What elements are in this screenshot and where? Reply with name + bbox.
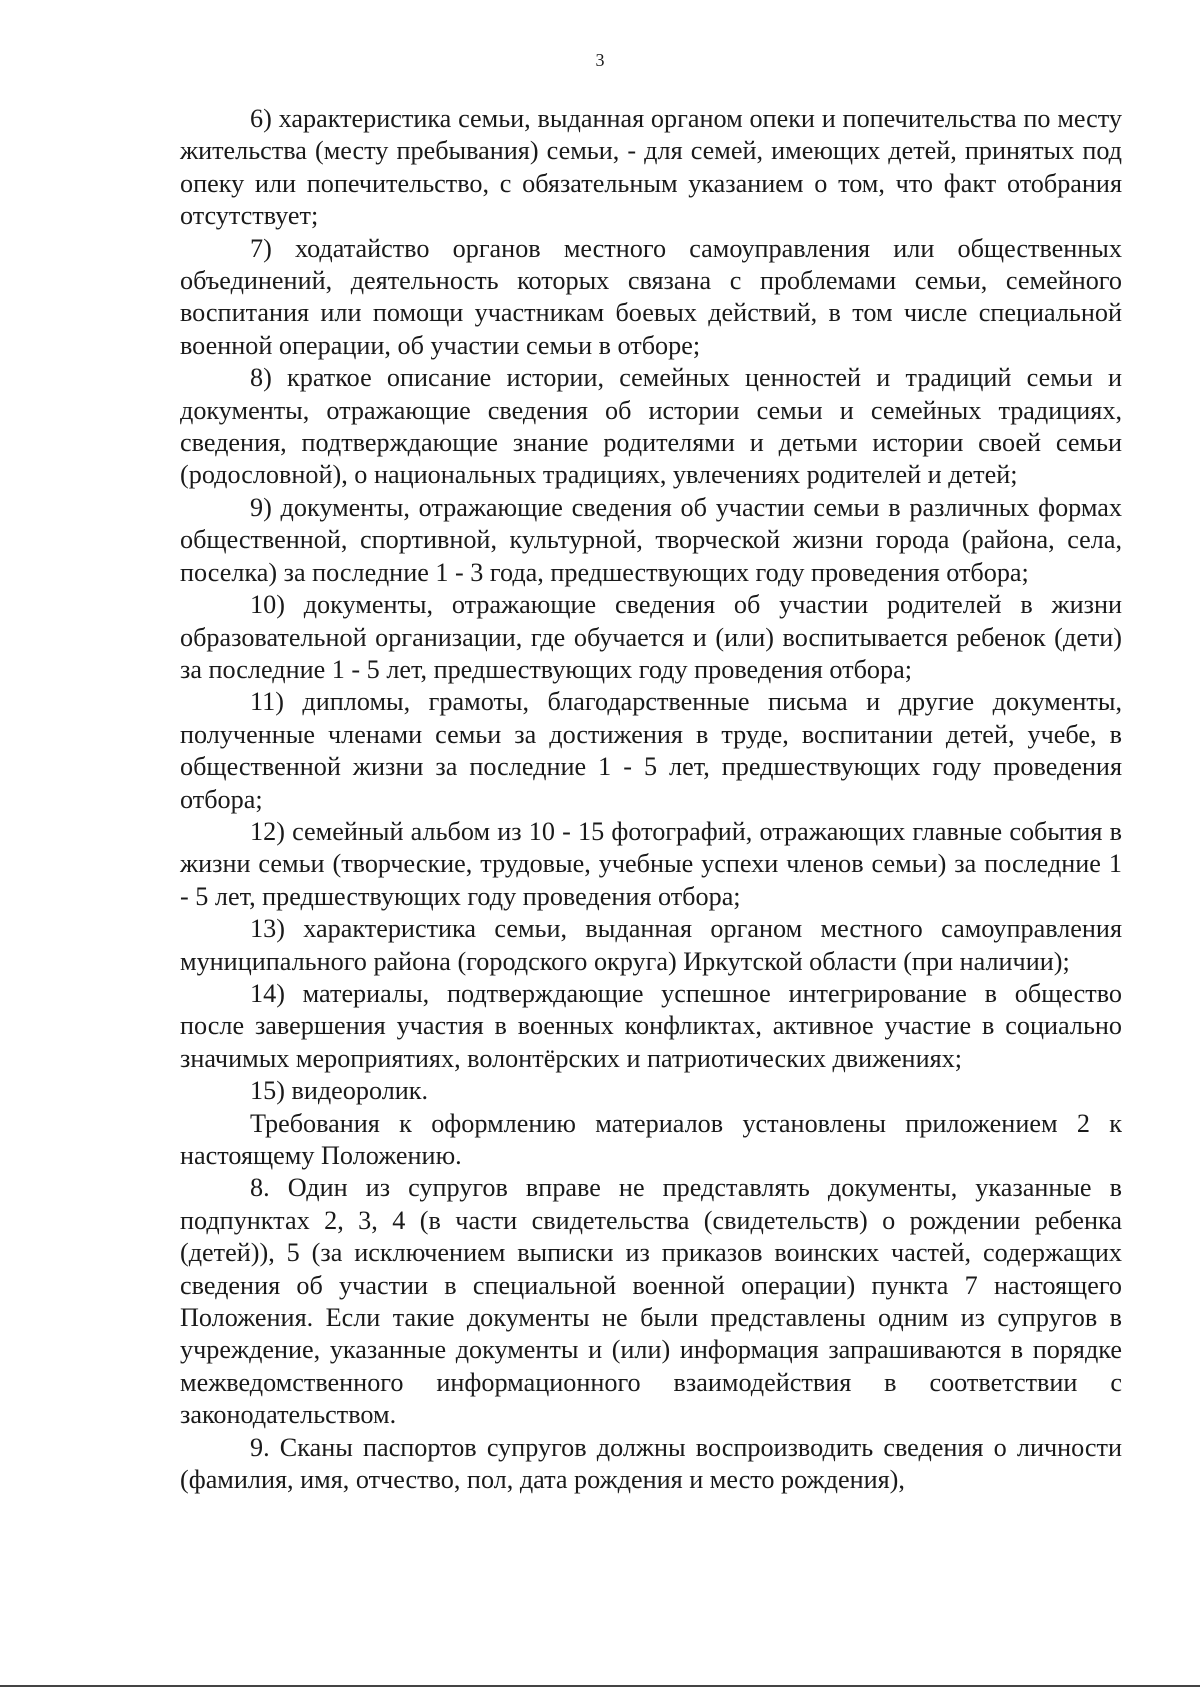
paragraph-item-10: 10) документы, отражающие сведения об участии родителей в жизни образовательной организации, где обучается и (или) воспитывается ребенок (дети) за последние 1 - 5 лет, предшествующих году проведения отбора; [180, 590, 1122, 684]
paragraph-clause-9: 9. Сканы паспортов супругов должны воспроизводить сведения о личности (фамилия, имя, отчество, пол, дата рождения и место рождения), [180, 1432, 1122, 1495]
paragraph-item-15: 15) видеоролик. [250, 1076, 429, 1106]
page-number: 3 [595, 50, 605, 70]
page-bottom-rule [0, 1685, 1200, 1687]
document-body [180, 103, 1122, 1496]
paragraph-item-9: 9) документы, отражающие сведения об участии семьи в различных формах общественной, спортивной, культурной, творческой жизни города (района, села, поселка) за последние 1 - 3 года, предшествующих году проведения отбора; [180, 492, 1122, 587]
paragraph-item-7: 7) ходатайство органов местного самоуправления или общественных объединений, деятельность которых связана с проблемами семьи, семейного воспитания или помощи участникам боевых действий, в том числе специальной военной операции, об участии семьи в отборе; [180, 233, 1122, 360]
paragraph-item-11: 11) дипломы, грамоты, благодарственные письма и другие документы, полученные членами семьи за достижения в труде, воспитании детей, учебе, в общественной жизни за последние 1 - 5 лет, предшествующих году проведения отбора; [180, 687, 1122, 814]
paragraph-item-6: 6) характеристика семьи, выданная органом опеки и попечительства по месту жительства (месту пребывания) семьи, - для семей, имеющих детей, принятых под опеку или попечительство, с обязательным указанием о том, что факт отобрания отсутствует; [180, 104, 1122, 231]
paragraph-item-13: 13) характеристика семьи, выданная органом местного самоуправления муниципального района (городского округа) Иркутской области (при наличии); [180, 914, 1122, 976]
paragraph-item-8: 8) краткое описание истории, семейных ценностей и традиций семьи и документы, отражающие сведения об истории семьи и семейных традициях, сведения, подтверждающие знание родителями и детьми истории своей семьи (родословной), о национальных традициях, увлечениях родителей и детей; [180, 363, 1122, 490]
paragraph-item-12: 12) семейный альбом из 10 - 15 фотографий, отражающих главные события в жизни семьи (творческие, трудовые, учебные успехи членов семьи) за последние 1 - 5 лет, предшествующих году проведения отбора; [180, 816, 1122, 911]
paragraph-requirements: Требования к оформлению материалов установлены приложением 2 к настоящему Положению. [180, 1108, 1122, 1170]
paragraph-clause-8: 8. Один из супругов вправе не представлять документы, указанные в подпунктах 2, 3, 4 (в части свидетельства (свидетельств) о рождении ребенка (детей)), 5 (за исключением выписки из приказов воинских частей, содержащих сведения об участии в специальной военной операции) пункта 7 настоящего Положения. Если такие документы не были представлены одним из супругов в учреждение, указанные документы и (или) информация запрашиваются в порядке межведомственного информационного взаимодействия в соответствии с законодательством. [180, 1173, 1122, 1430]
paragraph-item-14: 14) материалы, подтверждающие успешное интегрирование в общество после завершения участия в военных конфликтах, активное участие в социально значимых мероприятиях, волонтёрских и патриотических движениях; [180, 978, 1122, 1073]
